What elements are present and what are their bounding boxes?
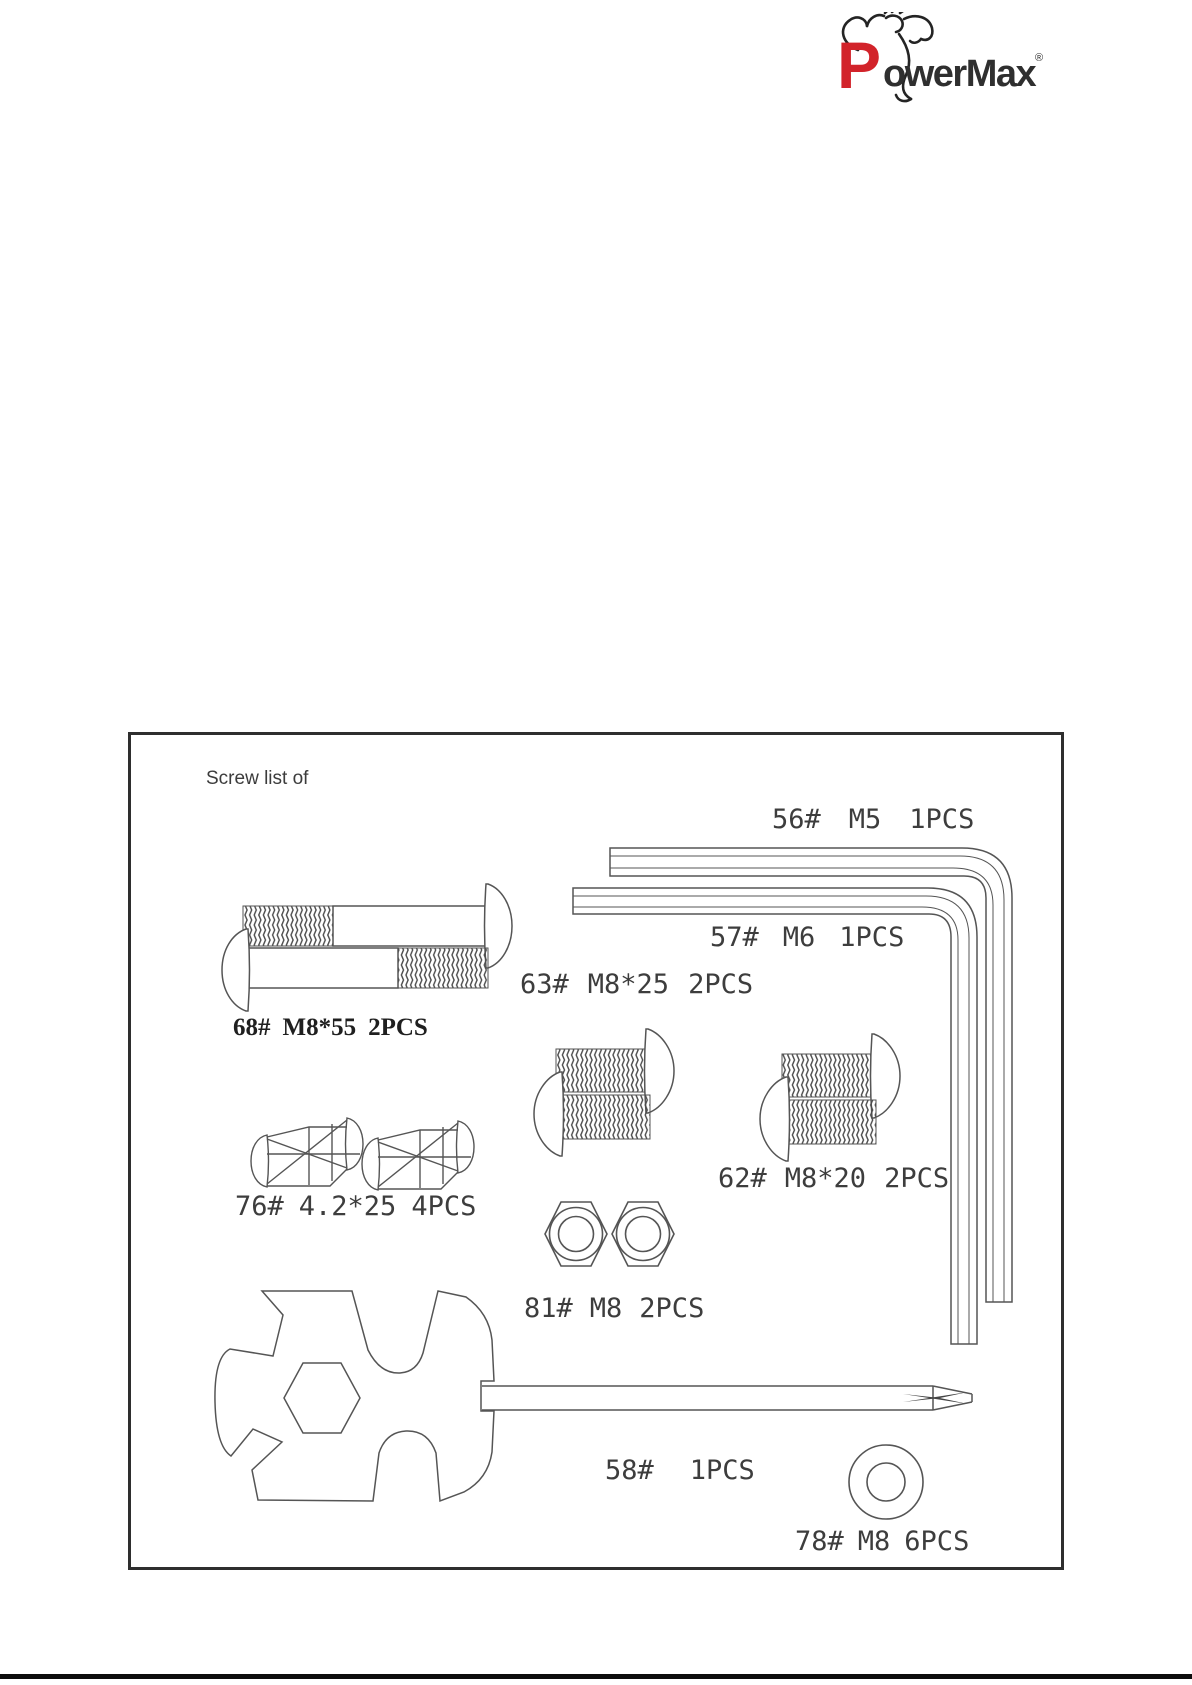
- label-62: 62# M8*20 2PCS: [718, 1163, 950, 1194]
- bolt-62-illustration: [760, 1034, 900, 1161]
- label-78: 78# M8 6PCS: [795, 1526, 970, 1557]
- label-58: 58# 1PCS: [605, 1455, 755, 1486]
- page-bottom-rule: [0, 1674, 1192, 1679]
- bolt-63-illustration: [534, 1029, 674, 1156]
- screw-list-title: Screw list of: [206, 768, 309, 789]
- label-57: 57# M6 1PCS: [710, 922, 905, 953]
- logo-letter-p: P: [837, 28, 880, 102]
- logo-wordmark: owerMax: [883, 53, 1036, 95]
- label-76: 76# 4.2*25 4PCS: [235, 1191, 477, 1222]
- powermax-logo: [815, 12, 1050, 112]
- washer-78-illustration: [849, 1445, 923, 1519]
- label-81: 81# M8 2PCS: [524, 1293, 705, 1324]
- hardware-illustrations: [131, 735, 1061, 1567]
- screw-76-illustration: [362, 1121, 474, 1190]
- bolt-68-illustration: [222, 884, 512, 1011]
- nut-81-illustration: [545, 1202, 674, 1266]
- label-68: 68# M8*55 2PCS: [233, 1014, 428, 1041]
- label-63: 63# M8*25 2PCS: [520, 969, 754, 1000]
- label-56: 56# M5 1PCS: [772, 804, 975, 835]
- registered-trademark-icon: ®: [1035, 52, 1044, 64]
- screw-list-box: [128, 732, 1064, 1570]
- screw-76-illustration: [251, 1118, 363, 1187]
